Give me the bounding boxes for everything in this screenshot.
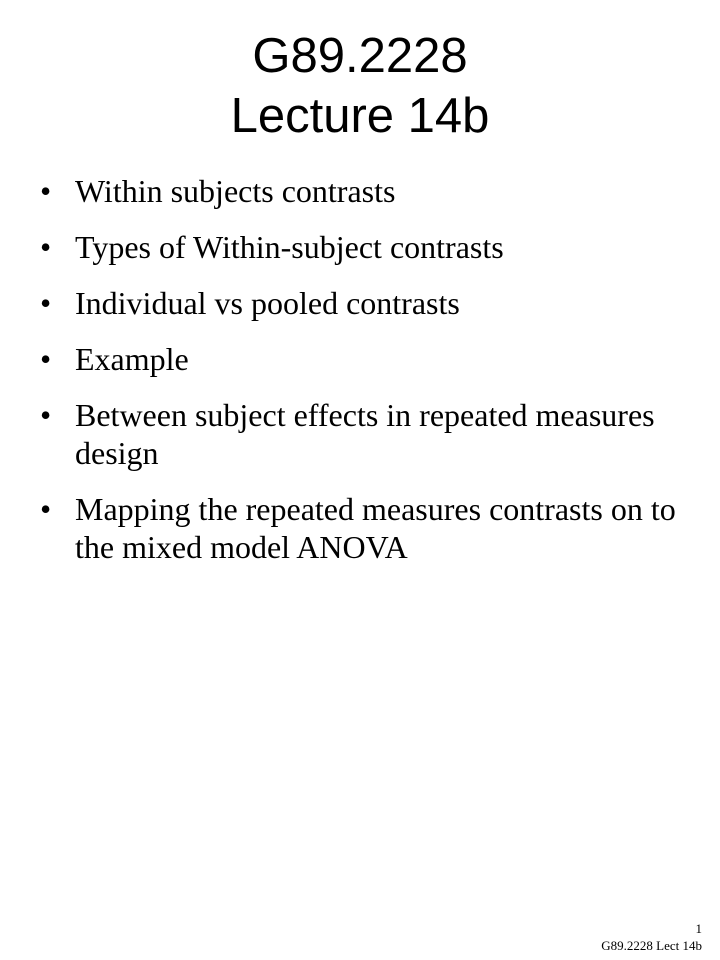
- bullet-dot-icon: •: [40, 173, 52, 209]
- slide-title: [0, 26, 720, 146]
- bullet-dot-icon: •: [40, 341, 52, 377]
- bullet-item: [40, 228, 690, 266]
- footer-label: G89.2228 Lect 14b: [601, 938, 702, 953]
- page-number: 1: [695, 921, 702, 936]
- bullet-text: Mapping the repeated measures contrasts on to the mixed model ANOVA: [75, 491, 676, 565]
- bullet-dot-icon: •: [40, 229, 52, 265]
- bullet-dot-icon: •: [40, 285, 52, 321]
- title-course-code: G89.2228: [252, 29, 468, 83]
- title-lecture: Lecture 14b: [230, 89, 490, 143]
- bullet-dot-icon: •: [40, 491, 52, 527]
- bullet-item: [40, 396, 690, 472]
- bullet-text: Example: [75, 341, 189, 377]
- bullet-list: [40, 172, 690, 584]
- bullet-item: [40, 340, 690, 378]
- bullet-text: Between subject effects in repeated measures design: [75, 397, 655, 471]
- bullet-item: [40, 172, 690, 210]
- bullet-item: [40, 284, 690, 322]
- bullet-text: Within subjects contrasts: [75, 173, 396, 209]
- bullet-text: Types of Within-subject contrasts: [75, 229, 504, 265]
- bullet-dot-icon: •: [40, 397, 52, 433]
- slide-footer: [601, 920, 702, 954]
- bullet-text: Individual vs pooled contrasts: [75, 285, 460, 321]
- bullet-item: [40, 490, 690, 566]
